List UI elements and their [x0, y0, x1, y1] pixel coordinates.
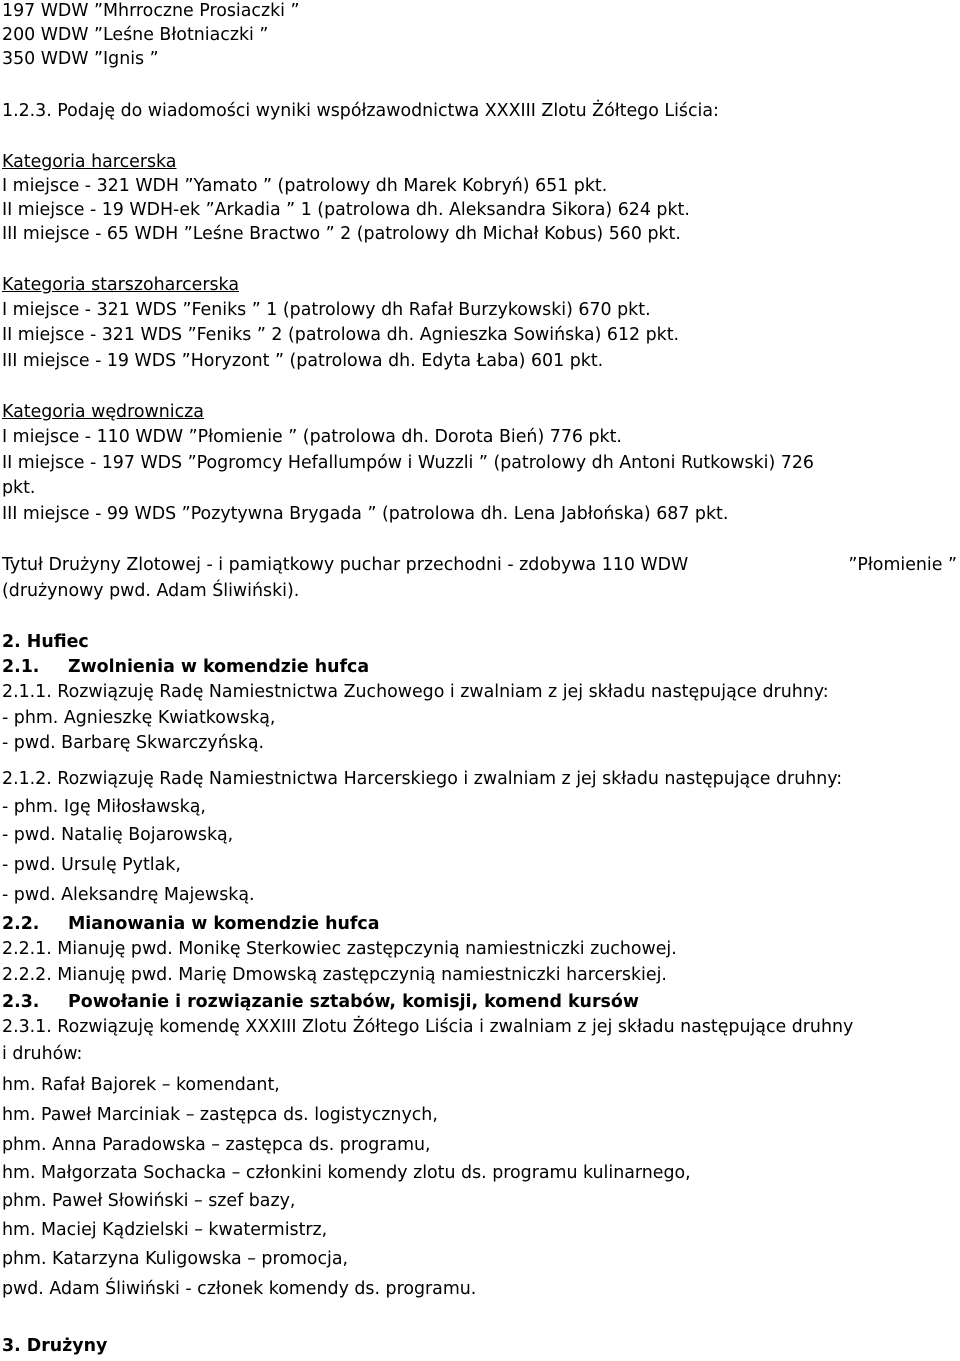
section-title: Hufiec	[26, 632, 89, 652]
section-number: 2.2.	[2, 914, 40, 934]
list-item: - pwd. Barbarę Skwarczyńską.	[2, 733, 265, 753]
result-line: I miejsce - 110 WDW ”Płomienie ” (patrolowa dh. Dorota Bień) 776 pkt.	[2, 427, 622, 447]
team-line: 350 WDW ”Ignis ”	[2, 49, 159, 69]
section-title: Drużyny	[26, 1336, 108, 1356]
decision-line-cont: i druhów:	[2, 1044, 83, 1064]
list-item: phm. Paweł Słowiński – szef bazy,	[2, 1191, 296, 1211]
section-title: Zwolnienia w komendzie hufca	[68, 657, 370, 677]
section-title: Powołanie i rozwiązanie sztabów, komisji, komend kursów	[68, 992, 639, 1012]
decision-line: 2.2.1. Mianuję pwd. Monikę Sterkowiec zastępczynią namiestniczki zuchowej.	[2, 939, 677, 959]
result-line: II miejsce - 19 WDH-ek ”Arkadia ” 1 (patrolowa dh. Aleksandra Sikora) 624 pkt.	[2, 200, 690, 220]
result-line: III miejsce - 99 WDS ”Pozytywna Brygada ” (patrolowa dh. Lena Jabłońska) 687 pkt.	[2, 504, 729, 524]
result-line: I miejsce - 321 WDS ”Feniks ” 1 (patrolowy dh Rafał Burzykowski) 670 pkt.	[2, 300, 651, 320]
list-item: - pwd. Aleksandrę Majewską.	[2, 885, 255, 905]
section-heading	[2, 631, 89, 653]
section-number: 2.	[2, 632, 21, 652]
decision-line: 2.1.1. Rozwiązuję Radę Namiestnictwa Zuchowego i zwalniam z jej składu następujące druhny:	[2, 682, 829, 702]
trophy-line-cont: (drużynowy pwd. Adam Śliwiński).	[2, 581, 300, 601]
section-number: 3.	[2, 1336, 21, 1356]
list-item: - phm. Agnieszkę Kwiatkowską,	[2, 708, 276, 728]
section-heading	[2, 913, 379, 935]
list-item: hm. Maciej Kądzielski – kwatermistrz,	[2, 1220, 328, 1240]
trophy-line	[2, 554, 957, 576]
list-item: hm. Paweł Marciniak – zastępca ds. logistycznych,	[2, 1105, 438, 1125]
decision-line: 2.2.2. Mianuję pwd. Marię Dmowską zastępczynią namiestniczki harcerskiej.	[2, 965, 667, 985]
section-heading	[2, 991, 639, 1013]
list-item: phm. Katarzyna Kuligowska – promocja,	[2, 1249, 349, 1269]
result-line: II miejsce - 321 WDS ”Feniks ” 2 (patrolowa dh. Agnieszka Sowińska) 612 pkt.	[2, 325, 680, 345]
list-item: - pwd. Natalię Bojarowską,	[2, 825, 234, 845]
result-line: pkt.	[2, 478, 36, 498]
results-intro: 1.2.3. Podaję do wiadomości wyniki współzawodnictwa XXXIII Zlotu Żółtego Liścia:	[2, 101, 719, 121]
section-heading	[2, 1335, 107, 1357]
result-line: III miejsce - 65 WDH ”Leśne Bractwo ” 2 (patrolowy dh Michał Kobus) 560 pkt.	[2, 224, 681, 244]
decision-line: 2.3.1. Rozwiązuję komendę XXXIII Zlotu Żółtego Liścia i zwalniam z jej składu następujące druhny	[2, 1017, 854, 1037]
result-line: II miejsce - 197 WDS ”Pogromcy Hefallumpów i Wuzzli ” (patrolowy dh Antoni Rutkowski) 726	[2, 453, 814, 473]
section-title: Mianowania w komendzie hufca	[68, 914, 380, 934]
team-line: 197 WDW ”Mhrroczne Prosiaczki ”	[2, 1, 300, 21]
list-item: hm. Rafał Bajorek – komendant,	[2, 1075, 280, 1095]
list-item: phm. Anna Paradowska – zastępca ds. programu,	[2, 1135, 431, 1155]
category-heading: Kategoria starszoharcerska	[2, 275, 239, 295]
trophy-team: ”Płomienie ”	[848, 555, 957, 575]
section-number: 2.3.	[2, 992, 40, 1012]
result-line: III miejsce - 19 WDS ”Horyzont ” (patrolowa dh. Edyta Łaba) 601 pkt.	[2, 351, 604, 371]
trophy-text: Tytuł Drużyny Zlotowej - i pamiątkowy puchar przechodni - zdobywa 110 WDW	[2, 555, 689, 575]
result-line: I miejsce - 321 WDH ”Yamato ” (patrolowy dh Marek Kobryń) 651 pkt.	[2, 176, 608, 196]
section-heading	[2, 656, 369, 678]
category-heading: Kategoria wędrownicza	[2, 402, 204, 422]
decision-line: 2.1.2. Rozwiązuję Radę Namiestnictwa Harcerskiego i zwalniam z jej składu następujące druhny:	[2, 769, 843, 789]
list-item: pwd. Adam Śliwiński - członek komendy ds. programu.	[2, 1279, 477, 1299]
section-number: 2.1.	[2, 657, 40, 677]
list-item: - pwd. Ursulę Pytlak,	[2, 855, 181, 875]
team-line: 200 WDW ”Leśne Błotniaczki ”	[2, 25, 269, 45]
category-heading: Kategoria harcerska	[2, 152, 177, 172]
list-item: hm. Małgorzata Sochacka – członkini komendy zlotu ds. programu kulinarnego,	[2, 1163, 691, 1183]
list-item: - phm. Igę Miłosławską,	[2, 797, 206, 817]
